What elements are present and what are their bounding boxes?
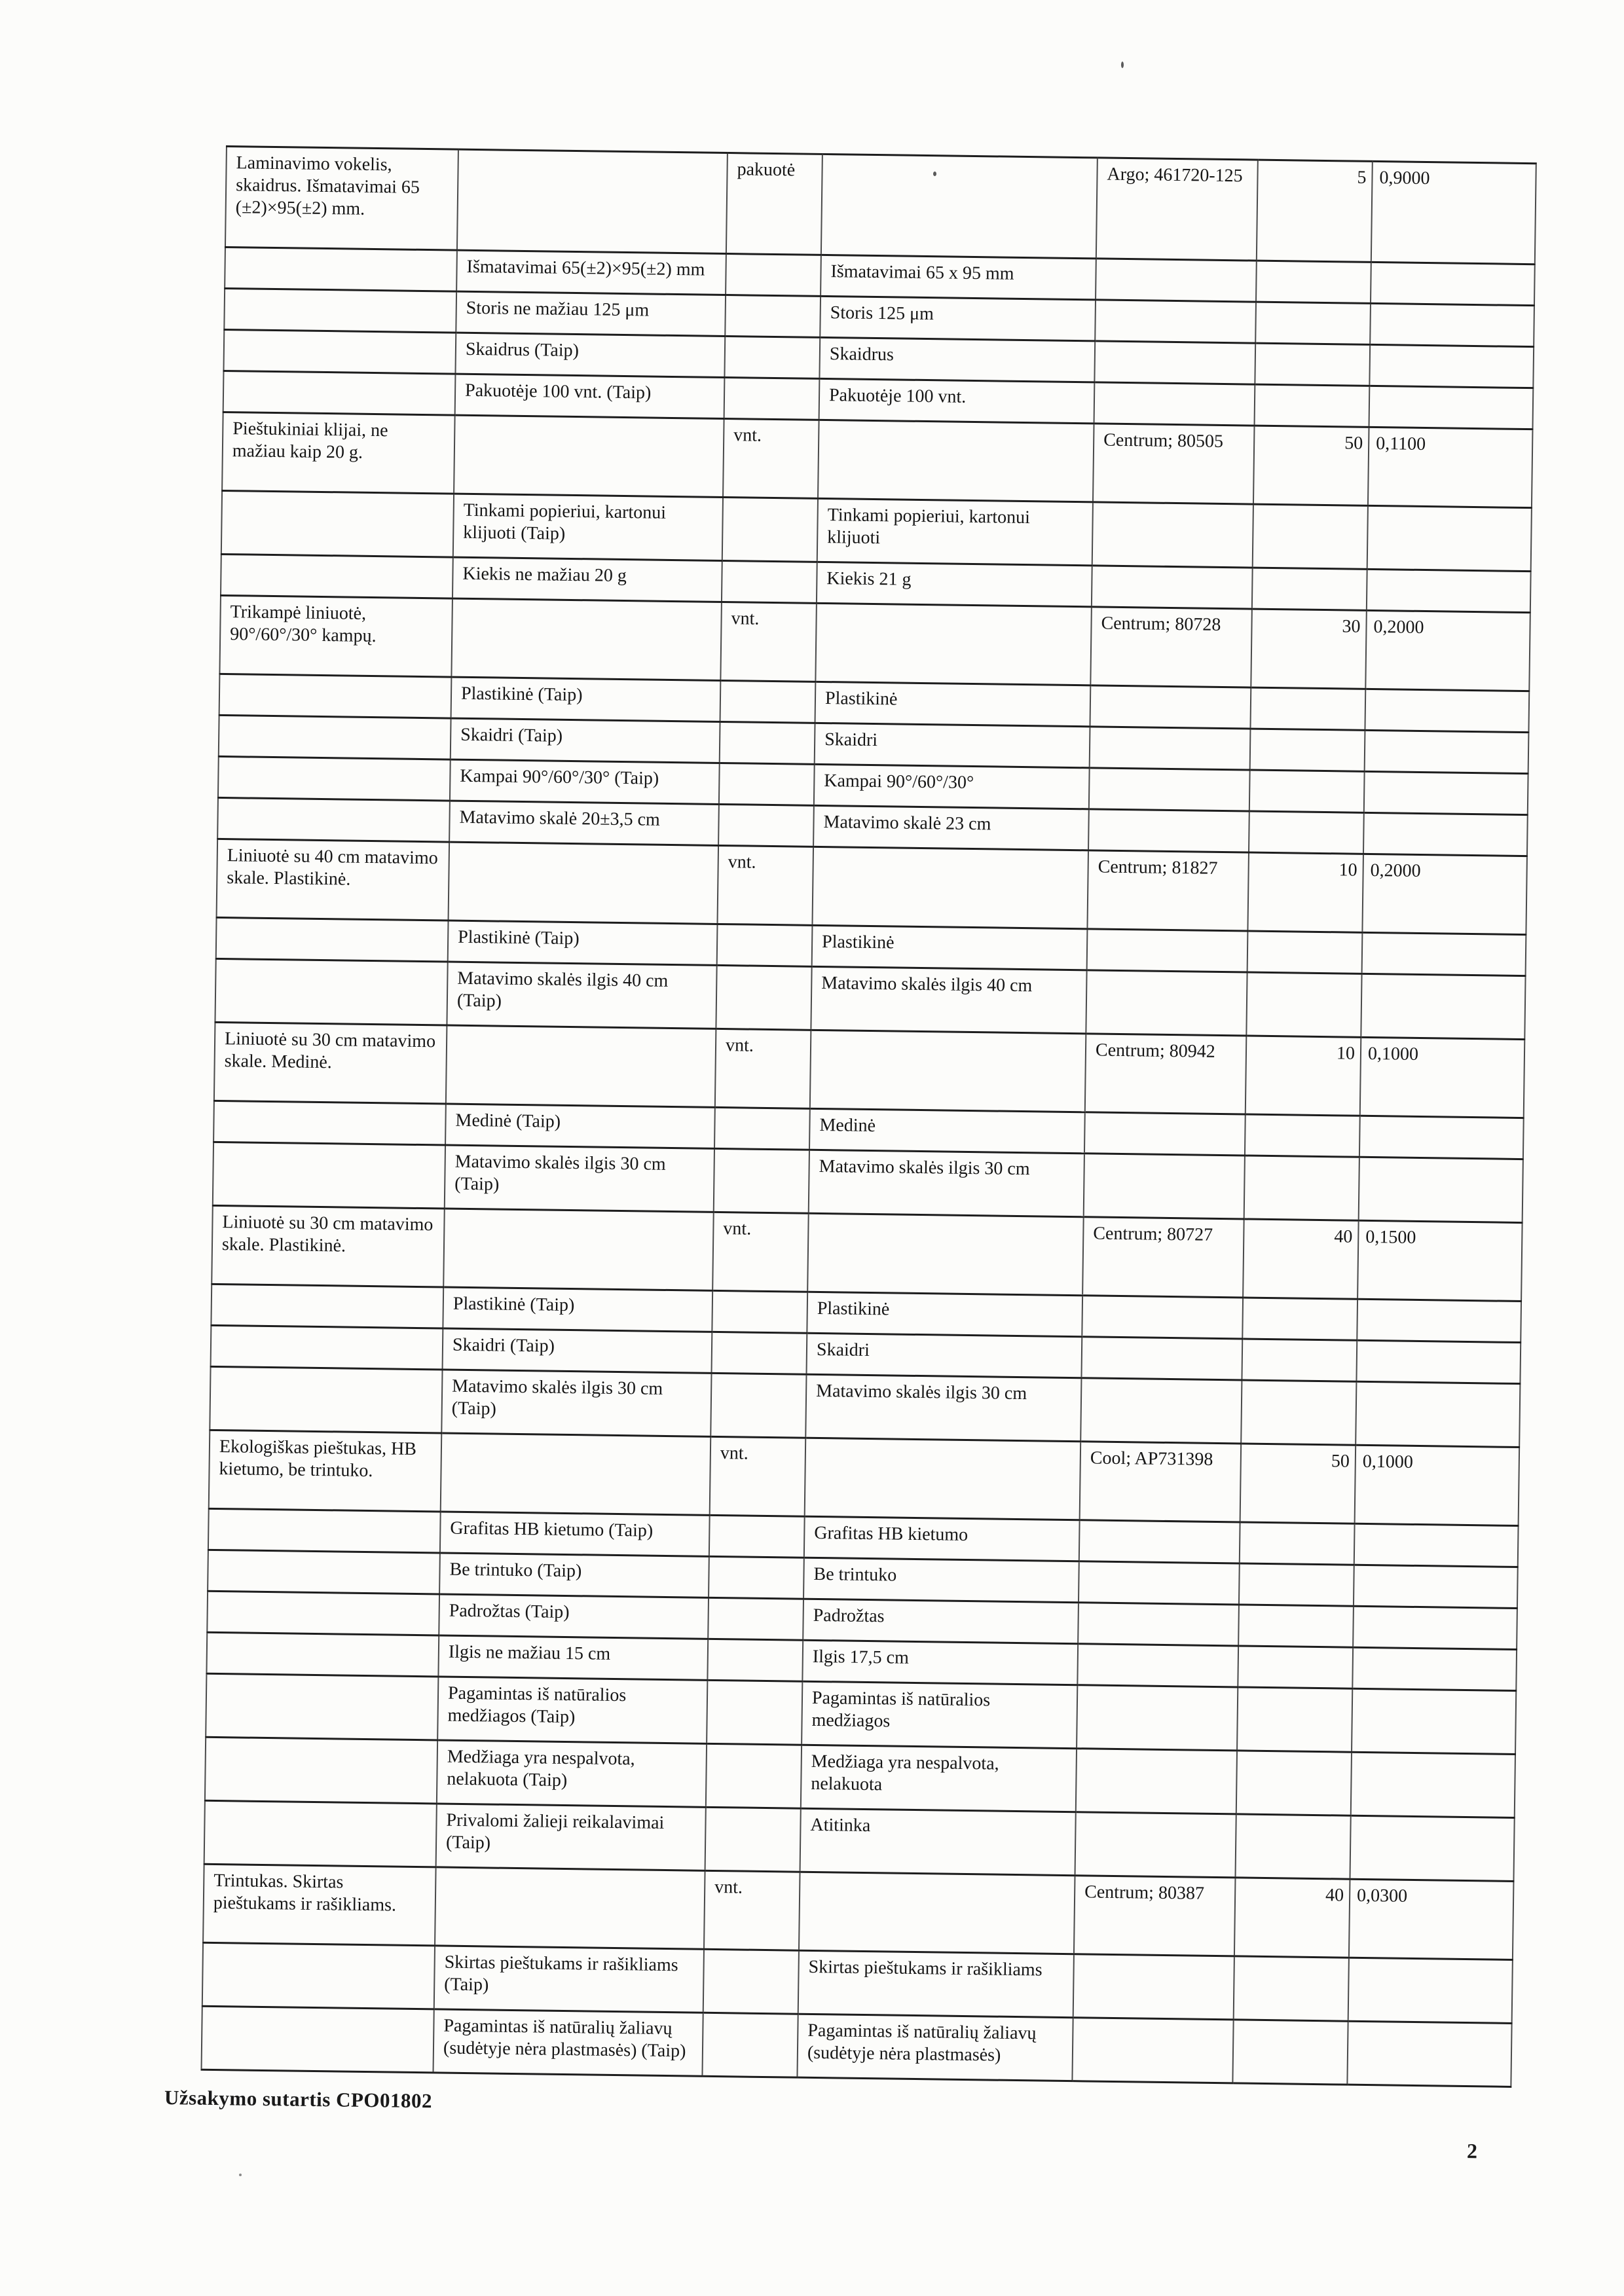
cell-quantity bbox=[1255, 343, 1370, 386]
cell-price: 0,1000 bbox=[1360, 1037, 1525, 1118]
cell-item-name bbox=[219, 674, 452, 718]
cell-item-name bbox=[206, 1673, 438, 1740]
cell-item-name bbox=[210, 1366, 442, 1433]
cell-supplier-code bbox=[1080, 1378, 1242, 1444]
cell-price bbox=[1365, 689, 1529, 732]
cell-required-spec: Kiekis ne mažiau 20 g bbox=[452, 557, 722, 602]
cell-price bbox=[1369, 344, 1534, 388]
cell-supplier-code bbox=[1077, 1644, 1238, 1687]
cell-price bbox=[1359, 1116, 1524, 1159]
cell-supplier-code bbox=[1078, 1603, 1239, 1646]
cell-quantity: 10 bbox=[1247, 852, 1363, 932]
cell-quantity bbox=[1252, 568, 1367, 610]
cell-unit bbox=[703, 1949, 799, 2014]
cell-unit bbox=[720, 721, 815, 764]
cell-unit: vnt. bbox=[715, 1029, 811, 1108]
cell-item-name bbox=[223, 329, 456, 374]
cell-unit bbox=[712, 1332, 807, 1374]
cell-price bbox=[1353, 1606, 1517, 1649]
cell-unit bbox=[719, 763, 815, 805]
cell-item-name: Liniuotė su 30 cm matavimo skale. Medinė. bbox=[214, 1022, 447, 1104]
cell-price: 0,1100 bbox=[1368, 427, 1533, 507]
cell-supplier-code: Centrum; 80728 bbox=[1090, 607, 1252, 687]
cell-supplier-code bbox=[1096, 259, 1257, 302]
cell-required-spec: Plastikinė (Taip) bbox=[443, 1287, 712, 1332]
cell-offered-spec bbox=[812, 847, 1088, 928]
cell-unit bbox=[726, 254, 821, 297]
cell-required-spec: Plastikinė (Taip) bbox=[451, 677, 721, 721]
cell-unit: vnt. bbox=[720, 602, 817, 682]
cell-unit bbox=[709, 1515, 805, 1558]
cell-unit bbox=[706, 1743, 802, 1808]
cell-quantity bbox=[1239, 1563, 1354, 1606]
cell-unit: vnt. bbox=[704, 1870, 800, 1950]
cell-quantity bbox=[1238, 1605, 1354, 1647]
cell-price bbox=[1367, 505, 1532, 571]
cell-supplier-code bbox=[1081, 1337, 1242, 1380]
cell-price: 0,2000 bbox=[1362, 854, 1527, 934]
cell-supplier-code: Centrum; 80942 bbox=[1085, 1034, 1247, 1114]
cell-quantity bbox=[1236, 1751, 1352, 1815]
cell-required-spec: Pagamintas iš natūralios medžiagos (Taip) bbox=[437, 1677, 707, 1743]
cell-item-name bbox=[217, 797, 450, 842]
cell-supplier-code bbox=[1090, 685, 1251, 729]
cell-item-name bbox=[215, 958, 447, 1025]
cell-unit: vnt. bbox=[712, 1212, 809, 1292]
cell-price bbox=[1354, 1565, 1518, 1608]
cell-required-spec: Be trintuko (Taip) bbox=[439, 1553, 709, 1597]
cell-supplier-code bbox=[1072, 2018, 1233, 2083]
cell-supplier-code bbox=[1076, 1749, 1237, 1814]
cell-offered-spec: Storis 125 μm bbox=[820, 296, 1096, 340]
cell-offered-spec: Grafitas HB kietumo bbox=[804, 1516, 1080, 1561]
cell-required-spec: Išmatavimai 65(±2)×95(±2) mm bbox=[456, 250, 726, 295]
cell-price bbox=[1365, 730, 1529, 773]
cell-supplier-code bbox=[1077, 1685, 1238, 1751]
cell-offered-spec: Medinė bbox=[809, 1108, 1085, 1153]
cell-supplier-code bbox=[1095, 300, 1256, 343]
cell-quantity bbox=[1235, 1814, 1350, 1879]
cell-price bbox=[1364, 771, 1528, 814]
cell-quantity bbox=[1244, 1156, 1359, 1220]
cell-supplier-code bbox=[1092, 502, 1253, 568]
cell-item-name bbox=[206, 1632, 439, 1677]
cell-offered-spec: Matavimo skalės ilgis 30 cm bbox=[805, 1374, 1081, 1441]
cell-quantity bbox=[1249, 811, 1364, 854]
cell-unit bbox=[720, 680, 816, 723]
cell-supplier-code bbox=[1084, 1112, 1246, 1156]
cell-offered-spec: Pagamintas iš natūralių žaliavų (sudėtyje nėra plastmasės) bbox=[797, 2014, 1073, 2081]
cell-quantity bbox=[1250, 729, 1365, 771]
cell-offered-spec: Skaidri bbox=[815, 723, 1090, 767]
cell-unit: vnt. bbox=[723, 418, 819, 498]
cell-supplier-code bbox=[1094, 341, 1255, 384]
cell-offered-spec: Padrožtas bbox=[803, 1599, 1079, 1643]
cell-required-spec: Plastikinė (Taip) bbox=[448, 920, 718, 965]
cell-required-spec: Ilgis ne mažiau 15 cm bbox=[438, 1635, 708, 1680]
cell-offered-spec: Atitinka bbox=[800, 1808, 1076, 1875]
cell-quantity bbox=[1242, 1339, 1357, 1381]
cell-required-spec: Skaidri (Taip) bbox=[451, 718, 720, 763]
cell-quantity bbox=[1232, 2020, 1348, 2085]
cell-offered-spec bbox=[805, 1438, 1081, 1520]
cell-item-name bbox=[216, 917, 449, 962]
cell-item-name bbox=[204, 1800, 437, 1867]
cell-offered-spec: Matavimo skalės ilgis 40 cm bbox=[811, 966, 1086, 1033]
cell-price: 0,9000 bbox=[1371, 161, 1536, 264]
cell-required-spec: Pagamintas iš natūralių žaliavų (sudėtyje nėra plastmasės) (Taip) bbox=[433, 2009, 703, 2076]
cell-price bbox=[1362, 932, 1526, 975]
cell-required-spec bbox=[435, 1867, 705, 1949]
cell-unit bbox=[716, 965, 811, 1030]
order-table-body bbox=[202, 147, 1536, 2087]
cell-price bbox=[1363, 812, 1528, 856]
cell-unit bbox=[712, 1290, 807, 1333]
cell-unit bbox=[710, 1373, 806, 1438]
cell-unit bbox=[714, 1107, 810, 1150]
cell-item-name bbox=[219, 715, 451, 759]
cell-quantity bbox=[1246, 972, 1361, 1037]
cell-unit bbox=[718, 804, 814, 847]
cell-offered-spec bbox=[807, 1213, 1084, 1295]
cell-quantity: 40 bbox=[1243, 1219, 1359, 1299]
cell-item-name: Trikampė liniuotė, 90°/60°/30° kampų. bbox=[219, 595, 452, 677]
order-items-table bbox=[201, 145, 1537, 2088]
cell-required-spec: Storis ne mažiau 125 μm bbox=[456, 291, 726, 336]
cell-supplier-code bbox=[1088, 809, 1249, 852]
cell-item-name bbox=[202, 2006, 434, 2073]
cell-quantity bbox=[1240, 1522, 1355, 1565]
cell-supplier-code bbox=[1079, 1520, 1240, 1563]
cell-unit bbox=[702, 2013, 798, 2077]
cell-offered-spec bbox=[810, 1030, 1086, 1112]
cell-supplier-code bbox=[1082, 1296, 1243, 1339]
cell-required-spec bbox=[451, 598, 722, 680]
cell-supplier-code: Argo; 461720-125 bbox=[1096, 158, 1258, 261]
cell-quantity: 5 bbox=[1257, 160, 1373, 262]
cell-item-name bbox=[223, 371, 456, 415]
cell-offered-spec: Plastikinė bbox=[807, 1292, 1082, 1336]
scan-content bbox=[164, 145, 1536, 2163]
cell-required-spec bbox=[454, 415, 724, 497]
cell-quantity: 50 bbox=[1240, 1444, 1356, 1523]
cell-offered-spec bbox=[799, 1872, 1075, 1954]
cell-price: 0,2000 bbox=[1365, 610, 1530, 691]
cell-supplier-code: Centrum; 81827 bbox=[1087, 850, 1249, 931]
cell-item-name bbox=[224, 288, 456, 333]
cell-item-name: Pieštukiniai klijai, ne mažiau kaip 20 g. bbox=[222, 412, 455, 494]
cell-quantity bbox=[1242, 1298, 1357, 1340]
cell-quantity bbox=[1245, 1114, 1360, 1157]
cell-item-name bbox=[205, 1737, 437, 1804]
cell-supplier-code bbox=[1089, 768, 1250, 811]
cell-unit: pakuotė bbox=[726, 153, 822, 255]
cell-supplier-code bbox=[1075, 1812, 1236, 1878]
cell-required-spec: Pakuotėje 100 vnt. (Taip) bbox=[455, 374, 725, 418]
cell-required-spec bbox=[446, 1025, 716, 1107]
cell-offered-spec bbox=[821, 154, 1098, 258]
cell-price bbox=[1354, 1523, 1519, 1567]
cell-item-name bbox=[213, 1101, 446, 1145]
cell-supplier-code: Centrum; 80387 bbox=[1074, 1876, 1236, 1956]
cell-item-name: Ekologiškas pieštukas, HB kietumo, be trintuko. bbox=[209, 1430, 442, 1512]
cell-price bbox=[1356, 1381, 1520, 1447]
cell-quantity: 50 bbox=[1253, 426, 1369, 505]
cell-price bbox=[1370, 303, 1534, 346]
cell-offered-spec: Pakuotėje 100 vnt. bbox=[819, 378, 1095, 423]
cell-unit bbox=[714, 1148, 809, 1213]
cell-quantity bbox=[1250, 687, 1365, 730]
cell-quantity: 40 bbox=[1234, 1878, 1350, 1958]
cell-price bbox=[1352, 1647, 1517, 1690]
cell-item-name: Laminavimo vokelis, skaidrus. Išmatavimai 65 (±2)×95(±2) mm. bbox=[225, 147, 458, 251]
cell-required-spec: Kampai 90°/60°/30° (Taip) bbox=[450, 759, 720, 804]
cell-required-spec: Matavimo skalės ilgis 40 cm (Taip) bbox=[447, 962, 716, 1029]
cell-item-name bbox=[225, 247, 457, 291]
cell-required-spec: Medžiaga yra nespalvota, nelakuota (Taip) bbox=[437, 1740, 707, 1807]
cell-price bbox=[1359, 1157, 1523, 1222]
cell-quantity bbox=[1255, 384, 1370, 427]
cell-unit bbox=[722, 560, 817, 603]
cell-required-spec: Grafitas HB kietumo (Taip) bbox=[440, 1512, 710, 1556]
cell-quantity bbox=[1253, 504, 1368, 569]
cell-offered-spec: Skaidrus bbox=[819, 337, 1095, 382]
cell-price: 0,0300 bbox=[1349, 1879, 1514, 1959]
cell-supplier-code bbox=[1087, 929, 1248, 972]
cell-unit bbox=[722, 497, 818, 562]
cell-price bbox=[1356, 1340, 1521, 1383]
cell-price bbox=[1367, 569, 1531, 612]
cell-required-spec bbox=[457, 149, 728, 253]
cell-item-name bbox=[207, 1591, 439, 1635]
cell-price: 0,1500 bbox=[1357, 1220, 1522, 1301]
cell-price bbox=[1348, 1958, 1513, 2023]
cell-offered-spec: Pagamintas iš natūralios medžiagos bbox=[802, 1681, 1077, 1748]
cell-quantity bbox=[1241, 1380, 1356, 1445]
cell-unit bbox=[705, 1807, 801, 1872]
cell-price bbox=[1371, 262, 1535, 305]
cell-required-spec bbox=[449, 842, 719, 924]
cell-price bbox=[1369, 386, 1534, 429]
cell-unit bbox=[707, 1680, 802, 1745]
scan-speck bbox=[239, 2174, 242, 2176]
cell-offered-spec: Ilgis 17,5 cm bbox=[802, 1640, 1078, 1685]
cell-supplier-code bbox=[1092, 566, 1253, 609]
cell-offered-spec bbox=[818, 420, 1094, 501]
cell-offered-spec: Kiekis 21 g bbox=[817, 562, 1092, 606]
cell-required-spec: Tinkami popieriui, kartonui klijuoti (Taip) bbox=[453, 494, 723, 560]
cell-offered-spec: Matavimo skalės ilgis 30 cm bbox=[809, 1150, 1084, 1216]
cell-quantity bbox=[1234, 1956, 1349, 2021]
contract-reference: Užsakymo sutartis CPO01802 bbox=[164, 2086, 433, 2113]
cell-unit: vnt. bbox=[710, 1436, 806, 1516]
cell-quantity bbox=[1237, 1687, 1352, 1752]
cell-item-name bbox=[211, 1284, 443, 1328]
cell-item-name bbox=[202, 1942, 435, 2009]
cell-required-spec: Matavimo skalė 20±3,5 cm bbox=[449, 801, 719, 845]
cell-required-spec: Skaidrus (Taip) bbox=[455, 333, 725, 377]
cell-supplier-code bbox=[1079, 1561, 1240, 1605]
cell-price bbox=[1347, 2021, 1511, 2086]
cell-item-name: Liniuotė su 30 cm matavimo skale. Plastikinė. bbox=[212, 1205, 445, 1287]
cell-unit bbox=[725, 295, 821, 338]
cell-price bbox=[1357, 1299, 1521, 1342]
cell-offered-spec: Medžiaga yra nespalvota, nelakuota bbox=[801, 1745, 1077, 1812]
cell-unit bbox=[709, 1556, 804, 1599]
cell-supplier-code bbox=[1086, 970, 1247, 1036]
cell-quantity bbox=[1247, 931, 1363, 974]
page-number: 2 bbox=[1466, 2139, 1478, 2163]
cell-required-spec: Matavimo skalės ilgis 30 cm (Taip) bbox=[445, 1145, 714, 1212]
cell-item-name: Liniuotė su 40 cm matavimo skale. Plastikinė. bbox=[217, 839, 450, 920]
cell-quantity bbox=[1249, 770, 1365, 812]
cell-price bbox=[1361, 974, 1525, 1039]
cell-offered-spec: Plastikinė bbox=[815, 682, 1091, 726]
cell-supplier-code: Centrum; 80727 bbox=[1082, 1217, 1244, 1298]
cell-offered-spec: Tinkami popieriui, kartonui klijuoti bbox=[817, 498, 1093, 565]
cell-offered-spec: Plastikinė bbox=[812, 925, 1088, 970]
cell-item-name bbox=[208, 1550, 440, 1594]
cell-required-spec: Skaidri (Taip) bbox=[443, 1328, 712, 1373]
cell-item-name bbox=[211, 1325, 443, 1370]
cell-unit: vnt. bbox=[717, 845, 813, 925]
cell-offered-spec: Skirtas pieštukams ir rašikliams bbox=[798, 1950, 1074, 2017]
cell-unit bbox=[724, 337, 820, 379]
cell-offered-spec: Be trintuko bbox=[803, 1558, 1079, 1602]
cell-required-spec bbox=[443, 1209, 714, 1290]
cell-offered-spec: Kampai 90°/60°/30° bbox=[814, 764, 1090, 809]
cell-quantity: 10 bbox=[1246, 1036, 1361, 1116]
cell-required-spec: Medinė (Taip) bbox=[445, 1104, 715, 1148]
cell-supplier-code bbox=[1084, 1154, 1245, 1219]
cell-quantity bbox=[1256, 261, 1371, 303]
cell-supplier-code bbox=[1073, 1954, 1234, 2020]
cell-item-name: Trintukas. Skirtas pieštukams ir rašikliams. bbox=[203, 1864, 436, 1946]
scan-speck bbox=[1121, 62, 1124, 68]
cell-item-name bbox=[208, 1508, 441, 1553]
cell-price bbox=[1352, 1688, 1516, 1754]
cell-quantity: 30 bbox=[1251, 609, 1367, 689]
cell-offered-spec: Skaidri bbox=[807, 1333, 1082, 1377]
cell-price bbox=[1350, 1815, 1514, 1881]
cell-item-name bbox=[218, 756, 451, 801]
cell-required-spec: Padrožtas (Taip) bbox=[439, 1594, 709, 1639]
cell-item-name bbox=[213, 1142, 445, 1209]
cell-price bbox=[1351, 1752, 1515, 1817]
cell-unit bbox=[717, 924, 813, 966]
cell-unit bbox=[708, 1597, 803, 1640]
cell-supplier-code bbox=[1094, 382, 1255, 426]
cell-quantity bbox=[1238, 1646, 1353, 1688]
cell-price: 0,1000 bbox=[1355, 1445, 1520, 1525]
cell-supplier-code: Cool; AP731398 bbox=[1080, 1442, 1242, 1522]
cell-required-spec: Skirtas pieštukams ir rašikliams (Taip) bbox=[434, 1946, 704, 2013]
cell-supplier-code bbox=[1090, 727, 1251, 770]
cell-item-name bbox=[221, 490, 454, 557]
cell-supplier-code: Centrum; 80505 bbox=[1093, 424, 1255, 504]
cell-offered-spec: Matavimo skalė 23 cm bbox=[813, 805, 1089, 850]
cell-unit bbox=[707, 1639, 803, 1681]
cell-unit bbox=[724, 377, 820, 420]
table-row bbox=[225, 147, 1536, 264]
cell-quantity bbox=[1255, 302, 1371, 344]
cell-item-name bbox=[221, 554, 453, 598]
cell-offered-spec bbox=[815, 603, 1092, 685]
cell-offered-spec: Išmatavimai 65 x 95 mm bbox=[821, 255, 1096, 299]
cell-required-spec: Privalomi žalieji reikalavimai (Taip) bbox=[436, 1804, 706, 1870]
cell-required-spec bbox=[441, 1433, 711, 1515]
cell-required-spec: Matavimo skalės ilgis 30 cm (Taip) bbox=[441, 1370, 711, 1436]
